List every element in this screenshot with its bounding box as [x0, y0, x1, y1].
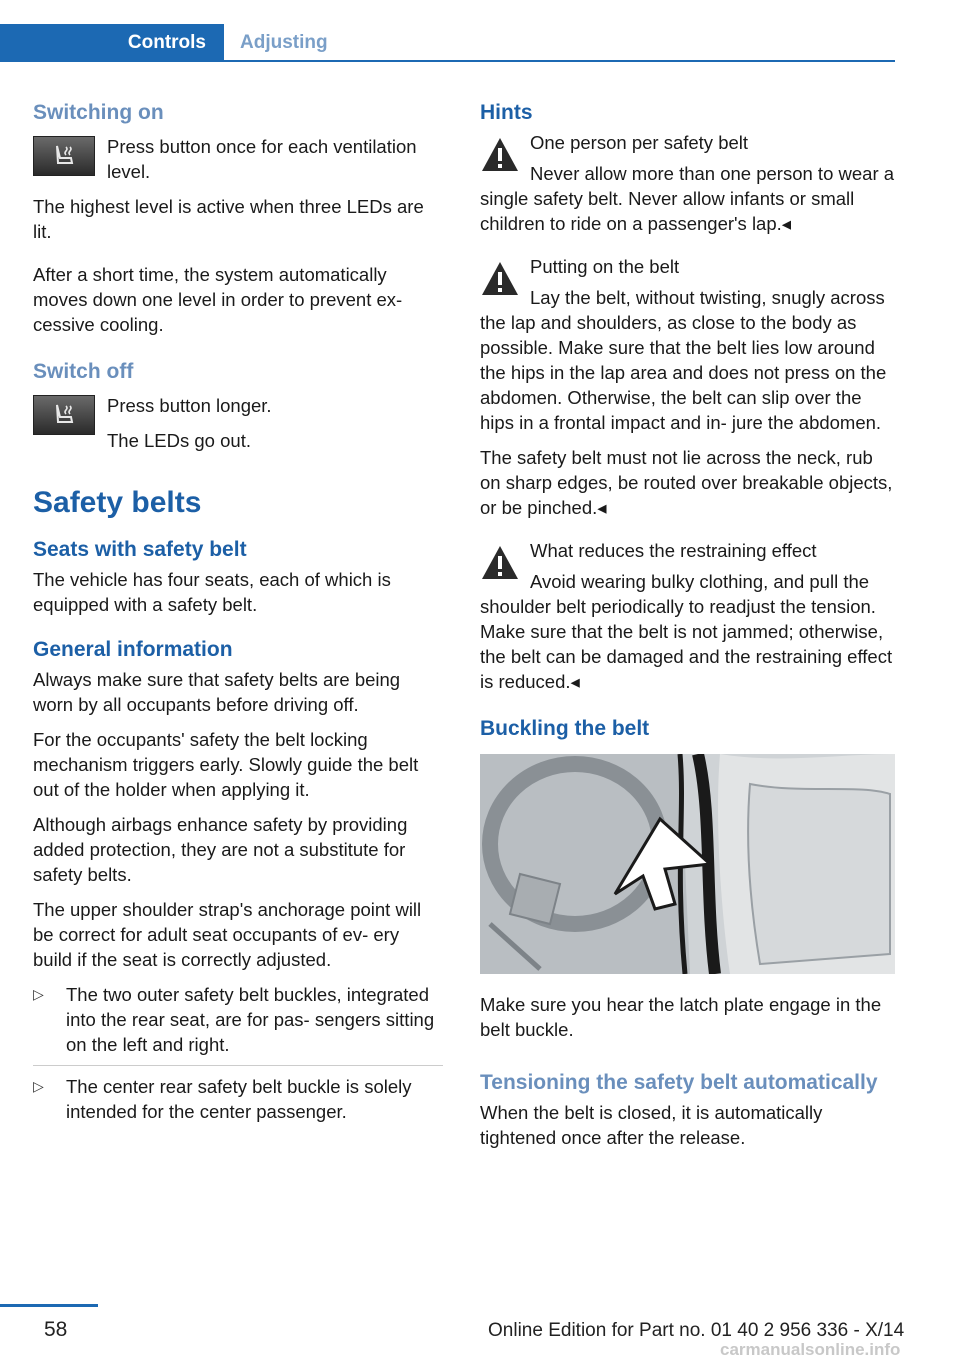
warning-restraining-title: What reduces the restraining effect [530, 540, 817, 561]
general-p4: The upper shoulder strap's anchorage point will be correct for adult seat occupants of ev- ery build if the seat is correctly adjusted. [33, 899, 422, 970]
safety-belts-heading: Safety belts [33, 486, 202, 519]
warning-one-person-title: One person per safety belt [530, 132, 749, 153]
warning-triangle-icon [480, 260, 520, 298]
warning-triangle-icon [480, 544, 520, 582]
buckling-belt-illustration [480, 754, 895, 974]
footer-accent-line [0, 1304, 98, 1307]
switch-off-heading: Switch off [33, 360, 134, 383]
general-p1: Always make sure that safety belts are being worn by all occupants before driving off. [33, 669, 401, 715]
warning-putting-on-text-2: The safety belt must not lie across the neck, rub on sharp edges, be routed over breakable objects, or be pinched.◂ [480, 447, 893, 518]
seat-ventilation-button-icon [33, 395, 95, 435]
seat-ventilation-button-icon [33, 136, 95, 176]
general-p2: For the occupants' safety the belt locking mechanism triggers early. Slowly guide the belt out of the holder when applying it. [33, 729, 419, 800]
warning-putting-on [480, 254, 895, 520]
seats-heading: Seats with safety belt [33, 538, 247, 561]
highest-level-text: The highest level is active when three LEDs are lit. [33, 196, 424, 242]
tensioning-heading: Tensioning the safety belt automatically [480, 1071, 878, 1094]
left-column [33, 100, 443, 1140]
warning-restraining-text: Avoid wearing bulky clothing, and pull the shoulder belt periodically to readjust the tension. Make sure that the belt is not jammed; otherwise, the belt can be damaged and the restraining effect is reduced.◂ [480, 571, 893, 692]
hints-heading: Hints [480, 101, 533, 124]
tensioning-text: When the belt is closed, it is automatically tightened once after the release. [480, 1102, 823, 1148]
buckling-heading: Buckling the belt [480, 717, 650, 740]
warning-restraining [480, 538, 895, 694]
switching-on-heading: Switching on [33, 101, 164, 124]
page-number: 58 [44, 1318, 68, 1341]
header-divider [0, 60, 895, 62]
buckling-text: Make sure you hear the latch plate engage in the belt buckle. [480, 994, 882, 1040]
bullet-list [33, 982, 443, 1132]
tab-controls[interactable]: Controls [0, 24, 224, 62]
switch-off-text-1: Press button longer. [107, 395, 272, 416]
switch-off-text-2: The LEDs go out. [107, 430, 251, 451]
list-item-text: The center rear safety belt buckle is solely intended for the center passenger. [66, 1076, 412, 1122]
list-item [33, 1074, 443, 1132]
right-column [480, 100, 895, 1160]
warning-putting-on-text: Lay the belt, without twisting, snugly across the lap and shoulders, as close to the body as possible. Make sure that the belt lies low around the hips in the lap area and does not press on the abdomen. Otherwise, the belt can slip over the hips in a frontal impact and in- jure the abdomen. [480, 287, 887, 433]
watermark: carmanualsonline.info [720, 1340, 901, 1359]
after-short-time-text: After a short time, the system automatically moves down one level in order to prevent ex- cessive cooling. [33, 264, 403, 335]
warning-triangle-icon [480, 136, 520, 174]
warning-one-person [480, 130, 895, 236]
switch-off-row [33, 393, 443, 453]
warning-putting-on-title: Putting on the belt [530, 256, 680, 277]
bullet-triangle-icon: ▷ [33, 1078, 44, 1094]
seats-text: The vehicle has four seats, each of which is equipped with a safety belt. [33, 569, 391, 615]
list-item-text: The two outer safety belt buckles, integrated into the rear seat, are for pas- sengers sitting on the left and right. [66, 984, 435, 1055]
header-tabbar [0, 24, 895, 62]
bullet-triangle-icon: ▷ [33, 986, 44, 1002]
switching-on-row [33, 134, 443, 184]
general-p3: Although airbags enhance safety by providing added protection, they are not a substitute for safety belts. [33, 814, 408, 885]
general-heading: General information [33, 638, 233, 661]
switching-on-text: Press button once for each ventilation level. [107, 136, 417, 182]
edition-text: Online Edition for Part no. 01 40 2 956 336 - X/14 [488, 1320, 905, 1341]
warning-one-person-text: Never allow more than one person to wear a single safety belt. Never allow infants or small children to ride on a passenger's lap.◂ [480, 163, 895, 234]
tab-adjusting[interactable]: Adjusting [240, 32, 328, 53]
list-item [33, 982, 443, 1066]
